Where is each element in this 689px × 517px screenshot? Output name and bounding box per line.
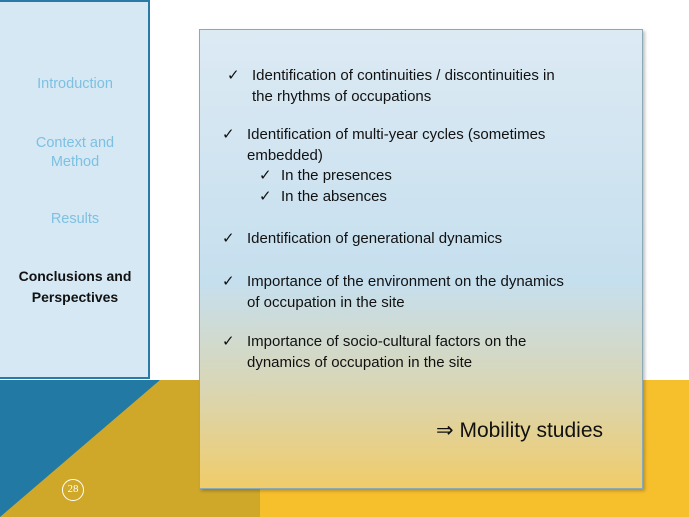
bullet-socio-cultural [222,332,526,373]
bullet-text: dynamics of occupation in the site [247,353,473,371]
nav-item-conclusions-and-perspectives[interactable] [0,266,150,308]
check-icon: ✓ [222,230,235,247]
check-icon: ✓ [222,126,235,143]
sub-bullet-text: In the presences [281,167,392,184]
section-sidebar [0,0,150,379]
bullet-text: the rhythms of occupations [252,87,432,105]
bullet-text: Identification of multi-year cycles (sometimes [247,126,546,143]
bullet-environment [222,272,564,313]
nav-label: Results [50,211,100,227]
page-number-badge: 28 [62,479,84,501]
nav-label: Conclusions and [18,268,132,284]
nav-label: Introduction [37,76,113,92]
bullet-continuities [227,66,555,107]
sub-bullet-presences [259,166,392,187]
bullet-multi-year-cycles [222,125,545,166]
bullet-text: Importance of the environment on the dynamics [247,273,564,290]
bullet-text: Identification of continuities / discontinuities in [252,67,555,84]
sub-bullet-text: In the absences [281,188,387,205]
conclusion-mobility-studies [436,418,603,443]
bullet-text: embedded) [247,146,323,164]
sub-bullet-absences [259,187,387,208]
nav-label: Perspectives [31,289,119,305]
check-icon: ✓ [259,188,272,205]
check-icon: ✓ [222,273,235,290]
nav-item-results[interactable] [0,210,150,229]
nav-label: Method [50,154,100,170]
nav-item-context-and-method[interactable] [0,134,150,172]
bullet-text: of occupation in the site [247,293,405,311]
nav-item-introduction[interactable] [0,75,150,94]
bullet-text: Identification of generational dynamics [247,230,503,247]
bullet-text: Importance of socio-cultural factors on the [247,333,527,350]
bullet-generational-dynamics [222,229,502,250]
conclusion-text: Mobility studies [459,419,604,442]
check-icon: ✓ [259,167,272,184]
check-icon: ✓ [222,333,235,350]
nav-label: Context and [35,135,115,151]
implies-arrow-icon: ⇒ [436,419,454,442]
check-icon: ✓ [227,67,240,84]
